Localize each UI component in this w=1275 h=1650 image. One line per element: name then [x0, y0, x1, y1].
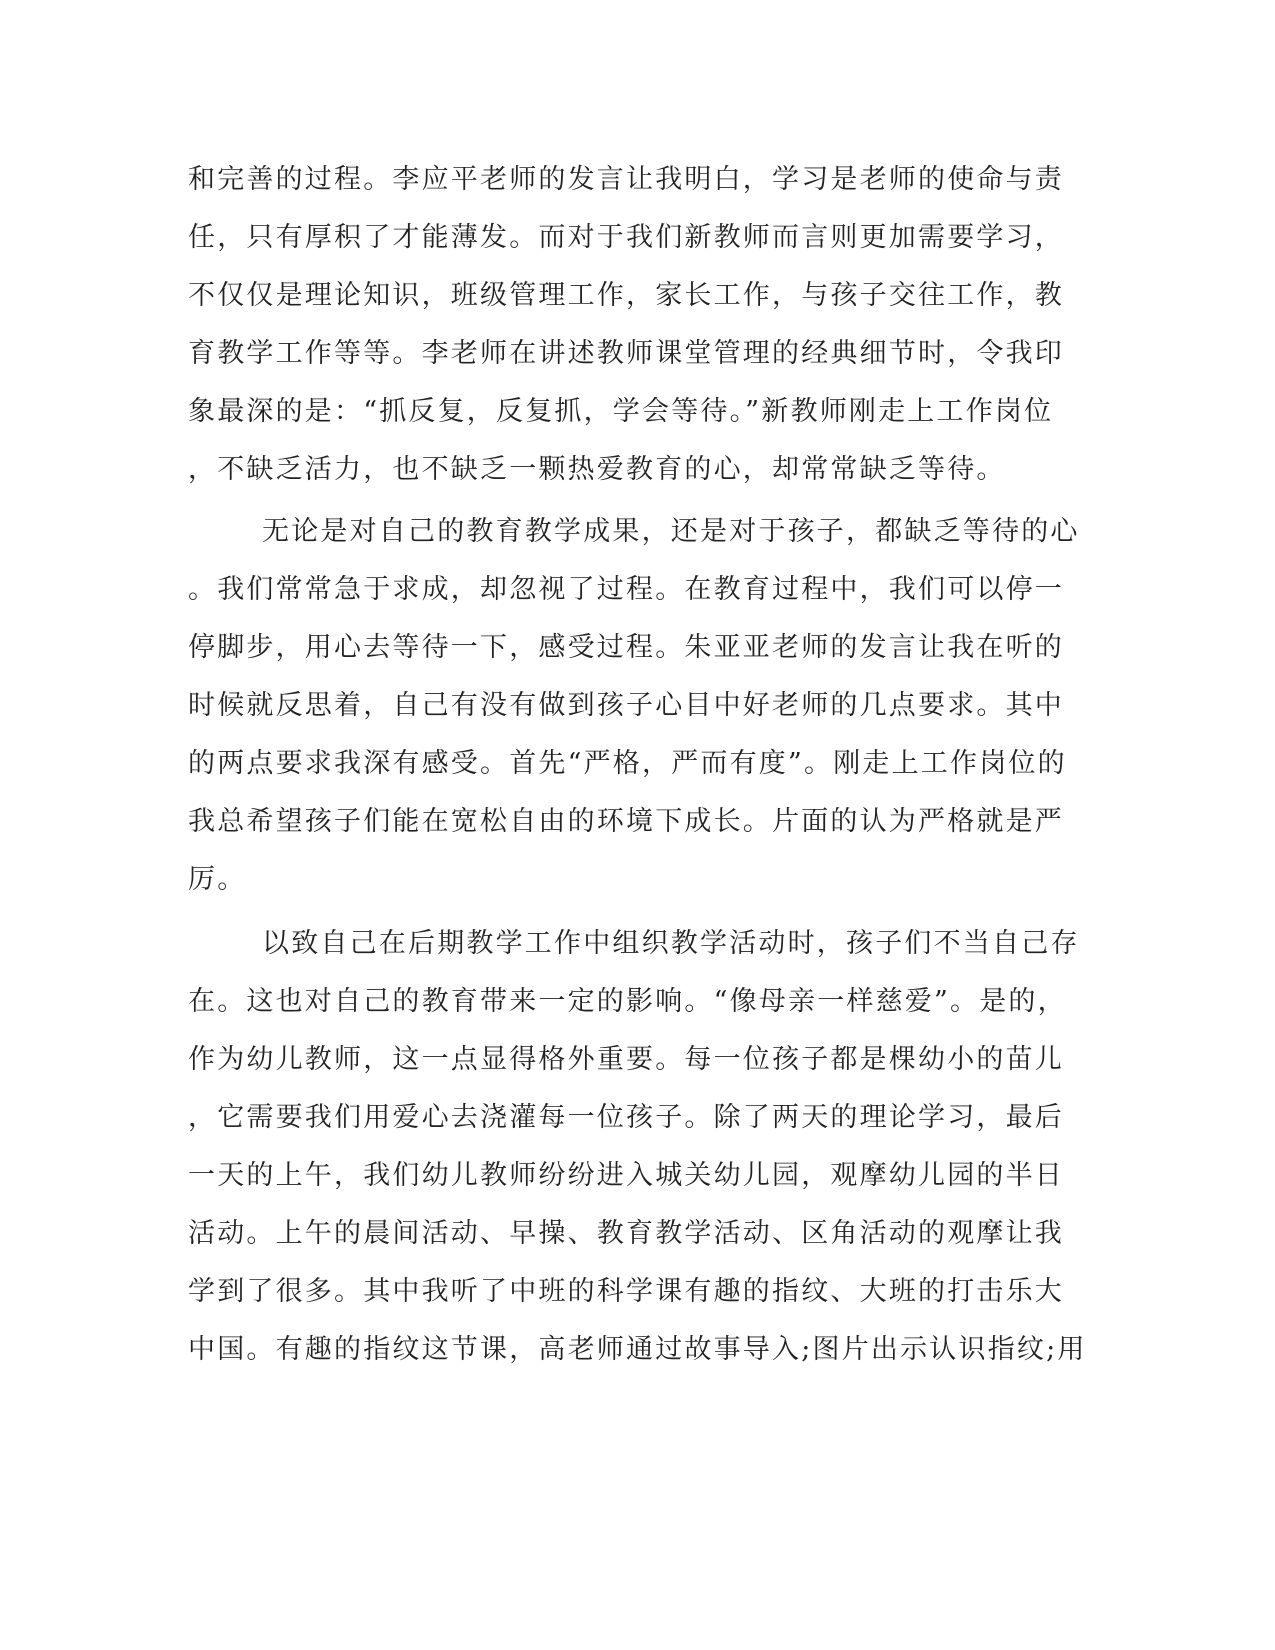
- text-line: 中国。有趣的指纹这节课，高老师通过故事导入;图片出示认识指纹;用: [188, 1334, 1087, 1365]
- text-line: 学到了很多。其中我听了中班的科学课有趣的指纹、大班的打击乐大: [188, 1276, 1064, 1307]
- text-line: 。我们常常急于求成，却忽视了过程。在教育过程中，我们可以停一: [188, 574, 1064, 605]
- text-line: 作为幼儿教师，这一点显得格外重要。每一位孩子都是棵幼小的苗儿: [188, 1044, 1064, 1075]
- text-line: ，不缺乏活力，也不缺乏一颗热爱教育的心，却常常缺乏等待。: [188, 454, 1006, 485]
- text-line: 一天的上午，我们幼儿教师纷纷进入城关幼儿园，观摩幼儿园的半日: [188, 1160, 1064, 1191]
- paragraph-first-line: 无论是对自己的教育教学成果，还是对于孩子，都缺乏等待的心: [262, 516, 1080, 547]
- text-line: 活动。上午的晨间活动、早操、教育教学活动、区角活动的观摩让我: [188, 1218, 1064, 1249]
- text-line: 厉。: [188, 864, 247, 895]
- text-line: 育教学工作等等。李老师在讲述教师课堂管理的经典细节时，令我印: [188, 338, 1064, 369]
- text-line: 象最深的是：“抓反复，反复抓，学会等待。”新教师刚走上工作岗位: [188, 396, 1054, 427]
- text-line: 在。这也对自己的教育带来一定的影响。“像母亲一样慈爱”。是的，: [188, 986, 1067, 1017]
- text-line: ，它需要我们用爱心去浇灌每一位孩子。除了两天的理论学习，最后: [188, 1102, 1064, 1133]
- text-line: 时候就反思着，自己有没有做到孩子心目中好老师的几点要求。其中: [188, 690, 1064, 721]
- text-line: 任，只有厚积了才能薄发。而对于我们新教师而言则更加需要学习，: [188, 222, 1064, 253]
- text-line: 的两点要求我深有感受。首先“严格，严而有度”。刚走上工作岗位的: [188, 748, 1067, 779]
- text-line: 停脚步，用心去等待一下，感受过程。朱亚亚老师的发言让我在听的: [188, 632, 1064, 663]
- text-line: 不仅仅是理论知识，班级管理工作，家长工作，与孩子交往工作，教: [188, 280, 1064, 311]
- text-line: 和完善的过程。李应平老师的发言让我明白，学习是老师的使命与责: [188, 164, 1064, 195]
- paragraph-first-line: 以致自己在后期教学工作中组织教学活动时，孩子们不当自己存: [262, 928, 1080, 959]
- text-line: 我总希望孩子们能在宽松自由的环境下成长。片面的认为严格就是严: [188, 806, 1064, 837]
